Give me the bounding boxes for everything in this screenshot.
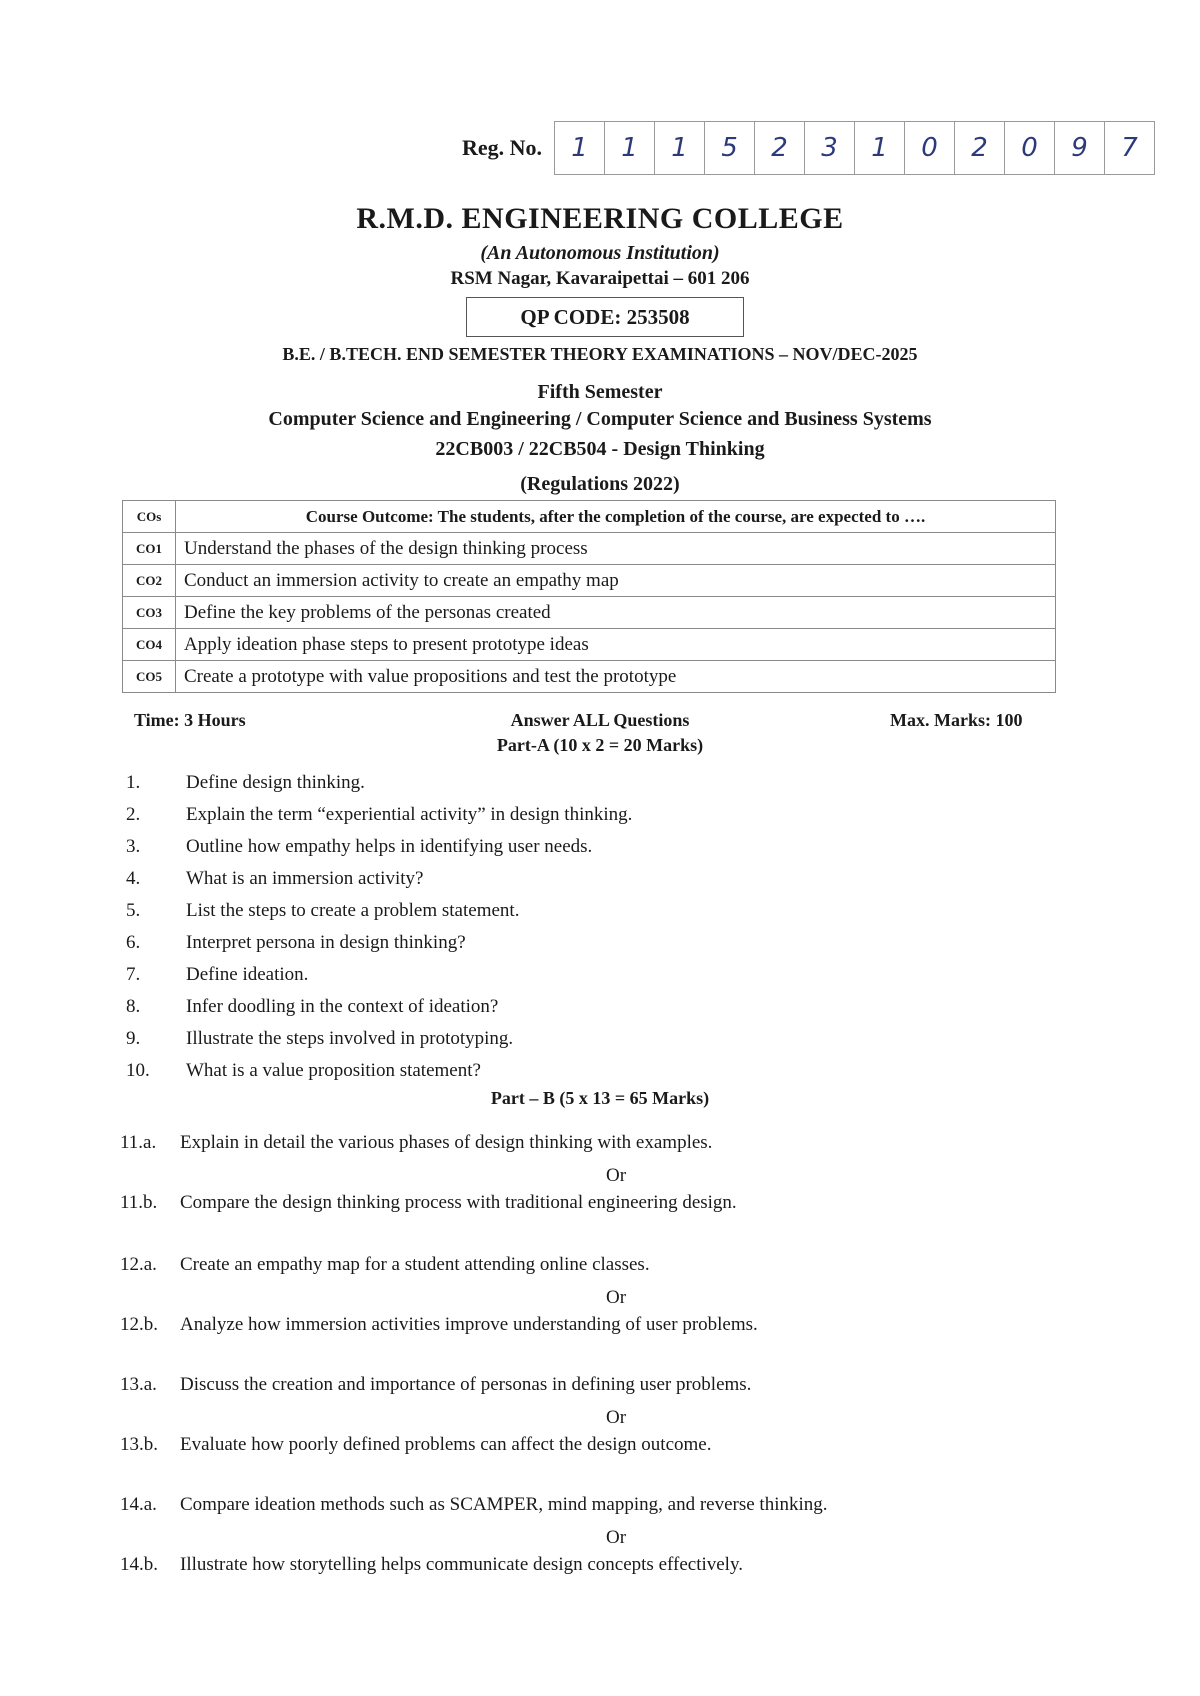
exam-duration: Time: 3 Hours	[134, 710, 246, 730]
question-text: Define design thinking.	[186, 772, 365, 793]
question-text: Outline how empathy helps in identifying user needs.	[186, 836, 593, 857]
question-text: List the steps to create a problem statement.	[186, 900, 520, 921]
institution-type: (An Autonomous Institution)	[480, 242, 720, 264]
question-text: Explain the term “experiential activity” in design thinking.	[186, 804, 633, 825]
question-number: 13.a.	[120, 1374, 157, 1395]
reg-digit: 3	[805, 122, 855, 174]
question-number: 14.b.	[120, 1554, 158, 1575]
reg-digit: 2	[755, 122, 805, 174]
co-text: Define the key problems of the personas created	[176, 597, 1056, 629]
co-header-text: Course Outcome: The students, after the completion of the course, are expected to ….	[176, 501, 1056, 533]
part-a-title: Part-A (10 x 2 = 20 Marks)	[496, 735, 704, 755]
co-text: Create a prototype with value propositions and test the prototype	[176, 661, 1056, 693]
question-item	[120, 1434, 711, 1456]
or-separator: Or	[605, 1407, 627, 1428]
department: Computer Science and Engineering / Computer Science and Business Systems	[268, 408, 932, 430]
regulations: (Regulations 2022)	[520, 473, 680, 495]
table-row	[123, 661, 1056, 693]
exam-title: B.E. / B.TECH. END SEMESTER THEORY EXAMINATIONS – NOV/DEC-2025	[282, 344, 918, 364]
co-code: CO1	[123, 533, 176, 565]
question-item	[120, 1554, 743, 1576]
question-number: 9.	[126, 1028, 141, 1049]
question-number: 7.	[126, 964, 141, 985]
question-text: Compare the design thinking process with traditional engineering design.	[180, 1192, 737, 1213]
co-code: CO4	[123, 629, 176, 661]
question-text: What is an immersion activity?	[186, 868, 424, 889]
question-text: Analyze how immersion activities improve understanding of user problems.	[180, 1314, 758, 1335]
reg-digit: 0	[1005, 122, 1055, 174]
table-row	[123, 533, 1056, 565]
question-text: Compare ideation methods such as SCAMPER, mind mapping, and reverse thinking.	[180, 1494, 828, 1515]
question-number: 8.	[126, 996, 141, 1017]
question-item	[120, 1254, 650, 1276]
question-item	[120, 1374, 751, 1396]
answer-instruction: Answer ALL Questions	[510, 710, 690, 730]
semester: Fifth Semester	[537, 381, 663, 403]
question-number: 5.	[126, 900, 141, 921]
reg-digit: 0	[905, 122, 955, 174]
co-text: Conduct an immersion activity to create an empathy map	[176, 565, 1056, 597]
question-number: 6.	[126, 932, 141, 953]
co-code: CO2	[123, 565, 176, 597]
question-text: Evaluate how poorly defined problems can affect the design outcome.	[180, 1434, 712, 1455]
reg-digit: 1	[555, 122, 605, 174]
reg-digit: 9	[1055, 122, 1105, 174]
course-title: 22CB003 / 22CB504 - Design Thinking	[435, 438, 765, 460]
question-text: Infer doodling in the context of ideation?	[186, 996, 499, 1017]
reg-digit: 5	[705, 122, 755, 174]
question-number: 4.	[126, 868, 141, 889]
question-text: Define ideation.	[186, 964, 309, 985]
question-item	[120, 1132, 712, 1154]
co-code: CO3	[123, 597, 176, 629]
co-text: Apply ideation phase steps to present prototype ideas	[176, 629, 1056, 661]
question-text: Illustrate how storytelling helps communicate design concepts effectively.	[180, 1554, 743, 1575]
question-number: 13.b.	[120, 1434, 158, 1455]
reg-digit: 7	[1121, 133, 1138, 163]
question-number: 14.a.	[120, 1494, 157, 1515]
reg-digit: 1	[655, 122, 705, 174]
co-table-header	[123, 501, 1056, 533]
question-text: Create an empathy map for a student attending online classes.	[180, 1254, 650, 1275]
question-number: 1.	[126, 772, 141, 793]
question-number: 12.b.	[120, 1314, 158, 1335]
max-marks: Max. Marks: 100	[890, 710, 1023, 730]
question-text: What is a value proposition statement?	[186, 1060, 481, 1081]
question-number: 12.a.	[120, 1254, 157, 1275]
reg-number-field	[462, 120, 1155, 176]
reg-digit: 1	[605, 122, 655, 174]
reg-label: Reg. No.	[462, 135, 543, 160]
table-row	[123, 597, 1056, 629]
reg-digit: 1	[855, 122, 905, 174]
table-row	[123, 565, 1056, 597]
question-number: 3.	[126, 836, 141, 857]
question-text: Illustrate the steps involved in prototyping.	[186, 1028, 514, 1049]
table-row	[123, 629, 1056, 661]
question-text: Interpret persona in design thinking?	[186, 932, 466, 953]
co-text: Understand the phases of the design thinking process	[176, 533, 1056, 565]
reg-digit: 2	[955, 122, 1005, 174]
or-separator: Or	[605, 1527, 627, 1548]
part-b-title: Part – B (5 x 13 = 65 Marks)	[490, 1088, 710, 1108]
co-header-code: COs	[123, 501, 176, 533]
college-address: RSM Nagar, Kavaraipettai – 601 206	[450, 268, 750, 289]
or-separator: Or	[605, 1287, 627, 1308]
question-number: 11.b.	[120, 1192, 158, 1213]
reg-digit-boxes	[554, 121, 1155, 175]
question-text: Discuss the creation and importance of personas in defining user problems.	[180, 1374, 752, 1395]
question-number: 10.	[126, 1060, 150, 1081]
question-item	[120, 1314, 758, 1336]
question-item	[120, 1192, 737, 1214]
course-outcome-table	[122, 500, 1056, 693]
question-number: 2.	[126, 804, 141, 825]
question-item	[120, 1494, 828, 1516]
question-text: Explain in detail the various phases of design thinking with examples.	[180, 1132, 713, 1153]
question-number: 11.a.	[120, 1132, 157, 1153]
or-separator: Or	[605, 1165, 627, 1186]
qp-code-box: QP CODE: 253508	[466, 297, 744, 337]
co-code: CO5	[123, 661, 176, 693]
college-name: R.M.D. ENGINEERING COLLEGE	[356, 202, 844, 235]
